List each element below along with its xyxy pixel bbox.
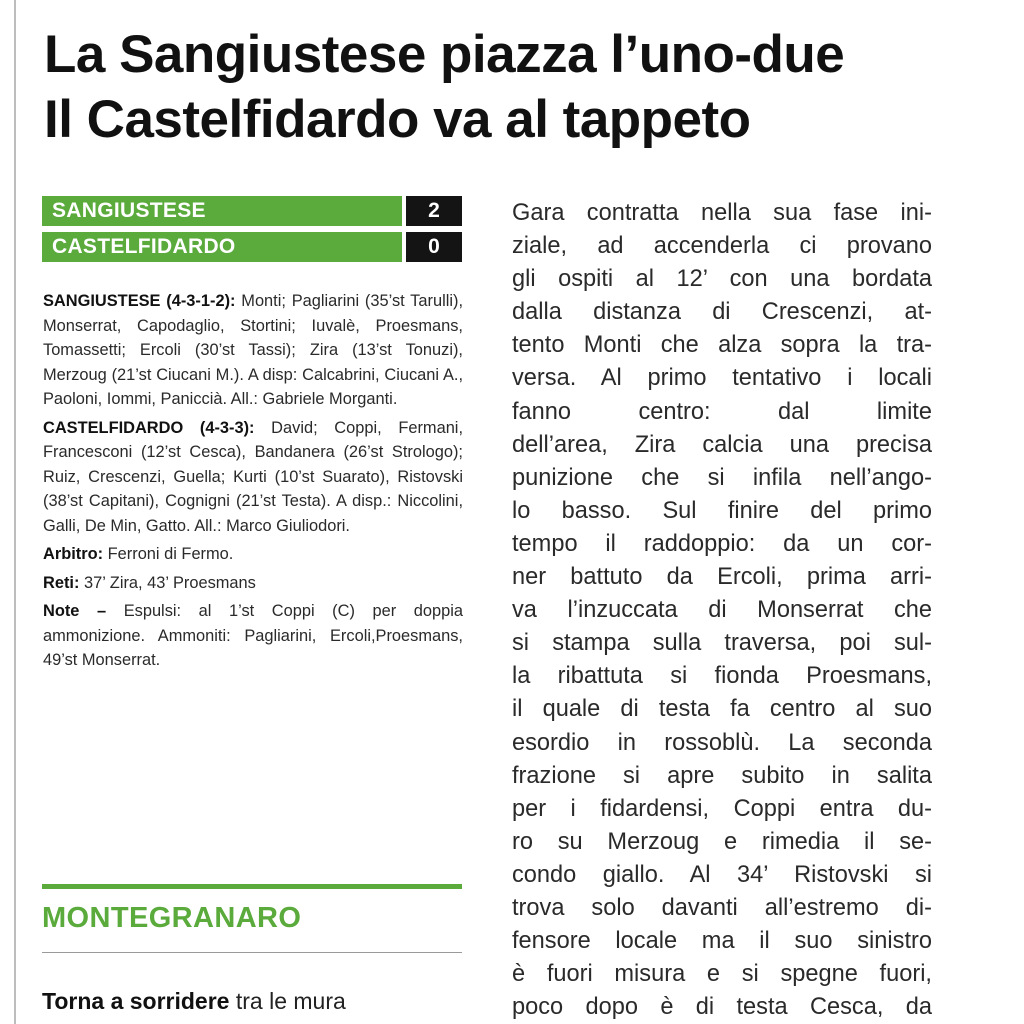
home-team-name: SANGIUSTESE — [42, 196, 402, 226]
article-line: punizione che si infila nell’ango- — [512, 464, 932, 491]
home-team-goals: 2 — [406, 196, 462, 226]
notes-text: Espulsi: al 1’st Coppi (C) per doppia ammonizione. Ammoniti: Pagliarini, Ercoli,Proesmans, 49’st Monserrat. — [43, 602, 463, 669]
article-line: tento Monti che alza sopra la tra- — [512, 332, 932, 359]
page-right-margin — [958, 0, 1024, 1024]
away-lineup-text: David; Coppi, Fermani, Francesconi (12’st Cesca), Bandanera (26’st Strologo); Ruiz, Crescenzi, Guella; Kurti (10’st Suarato), Ristovski (38’st Capitani), Cognigni (21’st Testa). A disp.: Niccolini, Galli, De Min, Gatto. All.: Marco Giuliodori. — [43, 418, 464, 535]
home-lineup-text: Monti; Pagliarini (35’st Tarulli), Monserrat, Capodaglio, Stortini; Iuvalè, Proesmans, Tomassetti; Ercoli (30’st Tassi); Zira (13’st Tonuzi), Merzoug (21’st Ciucani M.). A disp: Calcabrini, Ciucani A., Paoloni, Iommi, Paniccià. All.: Gabriele Morganti. — [43, 292, 464, 408]
article-line: è fuori misura e si spegne fuori, — [512, 961, 932, 988]
article-line: va l’inzuccata di Monserrat che — [512, 597, 932, 624]
section-divider-thin — [42, 952, 462, 953]
lineups-box — [43, 289, 463, 677]
section-title: MONTEGRANARO — [42, 902, 302, 934]
article-line: ziale, ad accenderla ci provano — [512, 233, 932, 260]
article-line: si stampa sulla traversa, poi sul- — [512, 630, 932, 657]
article-line: dell’area, Zira calcia una precisa — [512, 431, 932, 458]
article-line: ro su Merzoug e rimedia il se- — [512, 828, 932, 855]
teaser-paragraph — [42, 985, 462, 1018]
section-divider-green — [42, 884, 462, 889]
referee-line — [43, 542, 463, 567]
article-line: frazione si apre subito in salita — [512, 762, 932, 789]
goals-line — [43, 571, 463, 596]
away-lineup-label: CASTELFIDARDO (4-3-3): — [43, 418, 255, 437]
scoreboard — [42, 196, 462, 268]
article-line: condo giallo. Al 34’ Ristovski si — [512, 861, 932, 888]
article-line: Gara contratta nella sua fase ini- — [512, 200, 932, 226]
article-line: poco dopo è di testa Cesca, da — [512, 994, 932, 1021]
referee-label: Arbitro: — [43, 545, 104, 563]
article-line: ner battuto da Ercoli, prima arri- — [512, 564, 932, 591]
notes-label: Note – — [43, 602, 107, 620]
teaser-lead: Torna a sorridere — [42, 988, 230, 1014]
article-line: la ribattuta si fionda Proesmans, — [512, 663, 932, 690]
article-line: lo basso. Sul finire del primo — [512, 497, 932, 524]
home-lineup — [43, 289, 463, 412]
teaser-text: tra le mura — [229, 988, 346, 1014]
article-line: per i fidardensi, Coppi entra du- — [512, 795, 932, 822]
away-team-name: CASTELFIDARDO — [42, 232, 402, 262]
article-body — [512, 197, 932, 1024]
referee-text: Ferroni di Fermo. — [103, 545, 234, 563]
article-line: fensore locale ma il suo sinistro — [512, 928, 932, 955]
article-line: versa. Al primo tentativo i locali — [512, 365, 932, 392]
notes-line — [43, 599, 463, 673]
article-line: trova solo davanti all’estremo di- — [512, 894, 932, 921]
article-line: esordio in rossoblù. La seconda — [512, 729, 932, 756]
away-team-goals: 0 — [406, 232, 462, 262]
headline — [44, 22, 944, 152]
headline-line-1: La Sangiustese piazza l’uno-due — [44, 25, 845, 84]
page-left-rule — [14, 0, 16, 1024]
goals-text: 37’ Zira, 43’ Proesmans — [79, 573, 256, 592]
article-line: gli ospiti al 12’ con una bordata — [512, 266, 932, 293]
goals-label: Reti: — [43, 573, 80, 592]
headline-line-2: Il Castelfidardo va al tappeto — [44, 90, 751, 149]
article-line: fanno centro: dal limite — [512, 398, 932, 425]
article-line: tempo il raddoppio: da un cor- — [512, 530, 932, 557]
away-lineup — [43, 416, 463, 539]
score-row-away — [42, 232, 462, 262]
home-lineup-label: SANGIUSTESE (4-3-1-2): — [43, 292, 236, 310]
article-line: dalla distanza di Crescenzi, at- — [512, 299, 932, 326]
score-row-home — [42, 196, 462, 226]
article-line: il quale di testa fa centro al suo — [512, 696, 932, 723]
